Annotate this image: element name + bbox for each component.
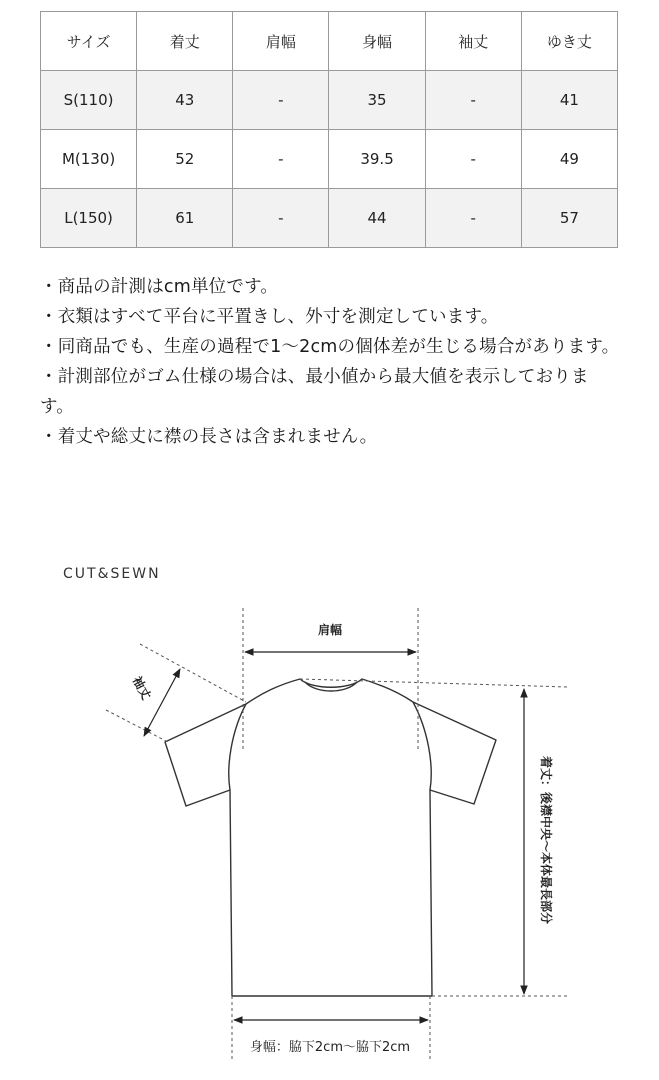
size-table [40, 11, 618, 248]
header-body-width: 身幅 [329, 12, 425, 71]
header-shoulder: 肩幅 [233, 12, 329, 71]
measurement-notes [40, 272, 620, 452]
note-item: ・同商品でも、生産の過程で1〜2cmの個体差が生じる場合があります。 [40, 337, 620, 357]
label-shoulder: 肩幅 [317, 623, 343, 637]
table-cell: - [233, 71, 329, 130]
header-yuki: ゆき丈 [521, 12, 617, 71]
table-cell: - [425, 71, 521, 130]
label-sleeve: 袖丈 [129, 674, 154, 703]
table-cell: 49 [521, 130, 617, 189]
table-cell: - [233, 189, 329, 248]
header-sleeve: 袖丈 [425, 12, 521, 71]
table-cell: L(150) [41, 189, 137, 248]
diagram-title: CUT&SEWN [63, 566, 161, 582]
label-body-width: 身幅：脇下2cm〜脇下2cm [249, 1040, 411, 1055]
table-cell: 44 [329, 189, 425, 248]
guide-lines [106, 608, 568, 1060]
note-item: ・商品の計測はcm単位です。 [40, 277, 279, 297]
table-cell: 61 [137, 189, 233, 248]
table-row [41, 189, 618, 248]
sleeve-arrow [144, 669, 180, 736]
table-cell: 39.5 [329, 130, 425, 189]
table-cell: S(110) [41, 71, 137, 130]
table-cell: 52 [137, 130, 233, 189]
table-cell: 57 [521, 189, 617, 248]
note-item: ・衣類はすべて平台に平置きし、外寸を測定しています。 [40, 307, 499, 327]
tshirt-diagram [0, 590, 659, 1070]
note-item: ・計測部位がゴム仕様の場合は、最小値から最大値を表示しております。 [40, 367, 589, 417]
table-cell: - [233, 130, 329, 189]
table-cell: - [425, 130, 521, 189]
tshirt-outline [165, 679, 496, 996]
table-cell: 35 [329, 71, 425, 130]
header-length: 着丈 [137, 12, 233, 71]
header-size: サイズ [41, 12, 137, 71]
table-cell: - [425, 189, 521, 248]
table-row [41, 71, 618, 130]
table-cell: 41 [521, 71, 617, 130]
table-row [41, 130, 618, 189]
note-item: ・着丈や総丈に襟の長さは含まれません。 [40, 427, 378, 447]
table-cell: M(130) [41, 130, 137, 189]
table-cell: 43 [137, 71, 233, 130]
label-length: 着丈：後襟中央〜本体最長部分 [539, 755, 553, 925]
table-header-row [41, 12, 618, 71]
